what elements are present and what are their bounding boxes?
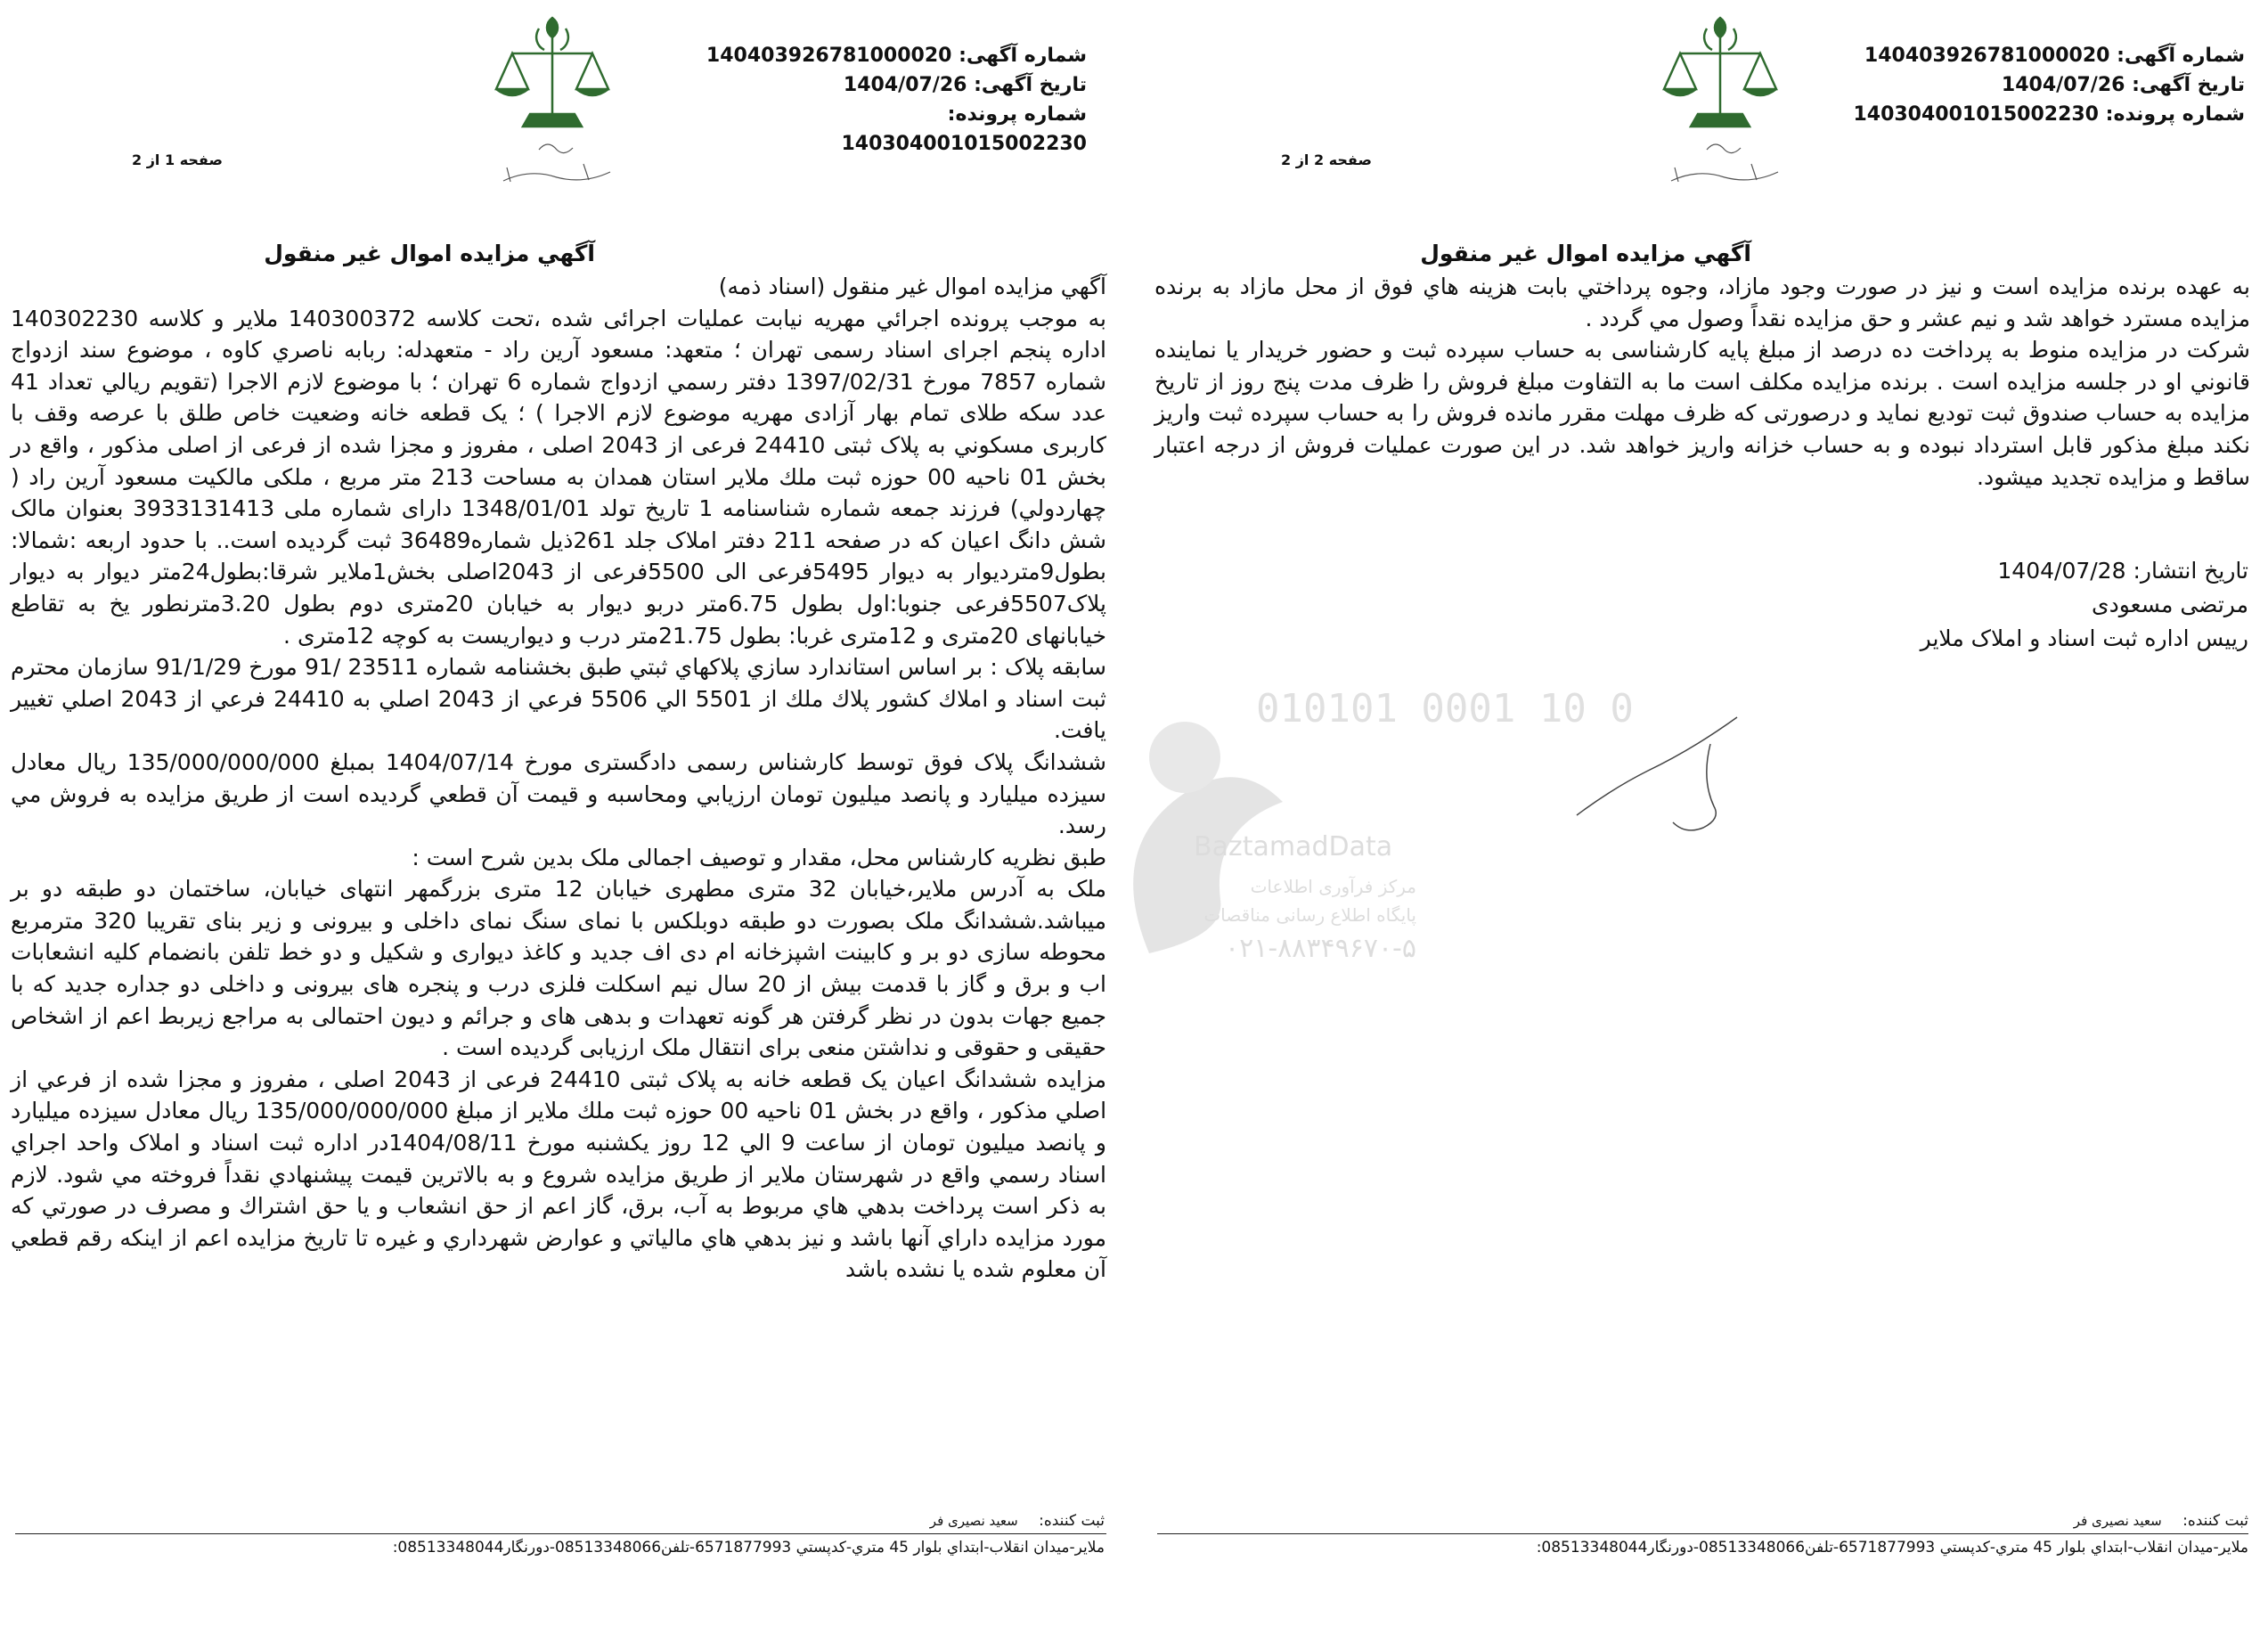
publish-date: تاريخ انتشار: 1404/07/28 [1997, 558, 2248, 584]
header-fields [1853, 41, 2245, 129]
case-number: شماره پرونده: 140304001015002230 [1853, 103, 2245, 126]
footer-address: ملاير-ميدان انقلاب-ابتداي بلوار 45 متري-کدپستي 6571877993-تلفن08513348066-دورنگار08513348044: [392, 1539, 1105, 1557]
paragraph: مزایده ششدانگ اعیان یک قطعه خانه به پلاک ثبتی 24410 فرعی از 2043 اصلی ، مفروز و مجزا شده از فرعي از اصلي مذکور ، واقع در بخش 01 ناحيه 00 حوزه ثبت ملك ملاير از مبلغ 135/000/000/000 ريال معادل سيزده ميليارد و پانصد ميليون تومان از ساعت 9 الي 12 روز يکشنبه مورخ 1404/08/11در اداره ثبت اسناد و املاک واحد اجراي اسناد رسمي واقع در شهرستان ملاير از طريق مزايده شروع و به بالاترين قيمت پيشنهادي نقداً فروخته مي شود. لازم به ذکر است پرداخت بدهي هاي مربوط به آب، برق، گاز اعم از حق انشعاب و يا حق اشتراك و مصرف در صورتي که مورد مزايده داراي آنها باشد و نيز بدهي هاي مالياتي و عوارض شهرداري و غيره تا تاريخ مزايده اعم از اينکه رقم قطعي آن معلوم شده يا نشده باشد [11, 1066, 1107, 1283]
registrar-label: ثبت کننده: [2182, 1512, 2248, 1530]
notice-body [11, 271, 1106, 1286]
paragraph: به عهده برنده مزايده است و نيز در صورت وجود مازاد، وجوه پرداختي بابت هزينه هاي فوق از محل مازاد به برنده مزايده مسترد خواهد شد و نيم عشر و حق مزايده نقداً وصول مي گردد . [1154, 274, 2250, 331]
watermark-digits: 010101 0001 10 0 [1256, 686, 1634, 731]
paragraph: ششدانگ پلاک فوق توسط کارشناس رسمی دادگستری مورخ 1404/07/14 بمبلغ 135/000/000/000 ریال معادل سیزده میلیارد و پانصد میلیون تومان ارزيابي ومحاسبه و قيمت آن قطعي گرديده است از طريق مزايده به فروش مي رسد. [11, 748, 1106, 839]
page-title: آگهي مزايده اموال غير منقول [1420, 241, 1751, 266]
page-title: آگهي مزايده اموال غير منقول [264, 241, 595, 266]
publish-block [1921, 554, 2248, 656]
paragraph: به موجب پرونده اجرائي مهريه نيابت عمليات اجرائی شده ،تحت کلاسه 140300372 ملاير و کلاسه 140302230 اداره پنجم اجرای اسناد رسمی تهران ؛ متعهد: مسعود آرین راد - متعهدله: ربابه ناصري کاوه ، موضوع سند ازدواج شماره 7857 مورخ 1397/02/31 دفتر رسمي ازدواج شماره 6 تهران ؛ با موضوع لازم الاجرا (تقویم ریالي تعداد 41 عدد سکه طلای تمام بهار آزادی مهریه موضوع لازم الاجرا ) ؛ يک قطعه خانه وضعيت خاص طلق با عرصه وقف با کاربری مسکوني به پلاک ثبتی 24410 فرعی از 2043 اصلی ، مفروز و مجزا شده از فرعی از اصلی مذکور ، واقع در بخش 01 ناحيه 00 حوزه ثبت ملك ملاير استان همدان به مساحت 213 متر مربع ، ملکی مالکیت مسعود آرین راد ( چهاردولي) فرزند جمعه شماره شناسنامه 1 تاريخ تولد 1348/01/01 دارای شماره ملی 3933131413 بعنوان مالک شش دانگ اعیان که در صفحه 211 دفتر املاک جلد 261ذیل شماره36489 ثبت گردیده است.. با حدود اربعه :شمالا: بطول9متردیوار به دیوار 5495فرعی الی 5500فرعی از 2043اصلی بخش1ملایر شرقا:بطول24متر دیوار به دیوار پلاک5507فرعی جنوبا:اول بطول 6.75متر دربو دیوار به خیابان 20متری دوم بطول 3.20مترنطور یخ به تقاطع خیابانهای 20متری و 12متری غربا: بطول 21.75متر درب و دیواریست به کوچه 12متری . [11, 305, 1107, 649]
watermark-line1: مرکز فرآوری اطلاعات [1250, 876, 1416, 897]
ad-number: شماره آگهی: 140403926781000020 [706, 45, 1087, 67]
judiciary-emblem-icon [1644, 7, 1796, 194]
case-number: شماره پرونده: 140304001015002230 [841, 103, 1087, 155]
page-number: صفحه 1 از 2 [132, 151, 223, 168]
watermark-phone: ۰۲۱-۸۸۳۴۹۶۷۰-۵ [1224, 933, 1416, 964]
notice-body [1154, 271, 2250, 493]
watermark-brand: BaztamadData [1194, 831, 1393, 862]
paragraph: آگهي مزايده اموال غير منقول (اسناد ذمه) [718, 274, 1106, 299]
watermark-logo [1087, 659, 1634, 998]
page-1 [0, 0, 1122, 1626]
paragraph: شرکت در مزايده منوط به پرداخت ده درصد از مبلغ پايه کارشناسی به حساب سپرده ثبت و حضور خريدار يا نماينده قانوني او در جلسه مزايده است . برنده مزايده مکلف است ما به التفاوت مبلغ فروش را ظرف مدت پنج روز از تاريخ مزايده به حساب صندوق ثبت توديع نمايد و درصورتی که ظرف مهلت مقرر مانده فروش را به حساب سپرده ثبت واريز نکند مبلغ مذکور قابل استرداد نبوده و به حساب خزانه واريز خواهد شد. در اين صورت عمليات فروش از درجه اعتبار ساقط و مزايده تجديد ميشود. [1154, 337, 2250, 490]
signer-position: ریيس اداره ثبت اسناد و املاک ملاير [1920, 625, 2248, 651]
judiciary-emblem-icon [477, 7, 628, 194]
paragraph: طبق نظریه کارشناس محل، مقدار و توصیف اجمالی ملک بدین شرح است : [412, 844, 1106, 870]
page-number: صفحه 2 از 2 [1281, 151, 1372, 168]
signer-name: مرتضی مسعودی [2092, 592, 2248, 617]
footer-address: ملاير-ميدان انقلاب-ابتداي بلوار 45 متري-کدپستي 6571877993-تلفن08513348066-دورنگار08513348044: [1536, 1539, 2248, 1557]
registrar [930, 1512, 1105, 1530]
ad-date: تاریخ آگهی: 1404/07/26 [843, 74, 1087, 96]
watermark-line2: پایگاه اطلاع رسانی مناقصات [1203, 904, 1416, 926]
ad-date: تاریخ آگهی: 1404/07/26 [2001, 74, 2245, 96]
paragraph: ملک به آدرس ملایر،خیابان 32 متری مطهری خیابان 12 متری بزرگمهر انتهای خیابان، ساختمان دو طبقه دو بر میباشد.ششدانگ ملک بصورت دو طبقه دوبلکس با نمای سنگ نمای داخلی و بیرونی و زیر بنای تقریبا 320 مترمربع محوطه سازی دو بر و کابینت اشپزخانه ام دی اف جدید و کاغذ دیواری و شکیل و دو خط تلفن بانضمام کلیه انشعابات اب و برق و گاز با قدمت بیش از 20 سال نیم اسکلت فلزی درب و پنجره های بیرونی و داخلی دو جداره جدید که با جمیع جهات بدون در نظر گرفتن هر گونه تعهدات و بدهی های و جرائم و دیون احتمالی به مراجع زیربط اعم از اشخاص حقیقی و حقوقی و نداشتن منعی برای انتقال ملک ارزیابی گردیده است . [11, 876, 1107, 1061]
footer-divider [1157, 1533, 2248, 1534]
registrar-name: سعید نصیری فر [2073, 1513, 2162, 1529]
footer-divider [15, 1533, 1106, 1534]
paragraph: سابقه پلاک : بر اساس استاندارد سازي پلاکهاي ثبتي طبق بخشنامه شماره 23511 /91 مورخ 91/1/29 سازمان محترم ثبت اسناد و املاك كشور پلاك ملك از 5501 الي 5506 فرعي از 2043 اصلي به 24410 فرعي از 2043 اصلي تغيير يافت. [11, 654, 1107, 744]
registrar [2074, 1512, 2248, 1530]
header-fields [704, 41, 1087, 159]
ad-number: شماره آگهی: 140403926781000020 [1864, 45, 2245, 67]
registrar-label: ثبت کننده: [1039, 1512, 1105, 1530]
registrar-name: سعید نصیری فر [929, 1513, 1018, 1529]
signature-icon [1568, 708, 1799, 869]
